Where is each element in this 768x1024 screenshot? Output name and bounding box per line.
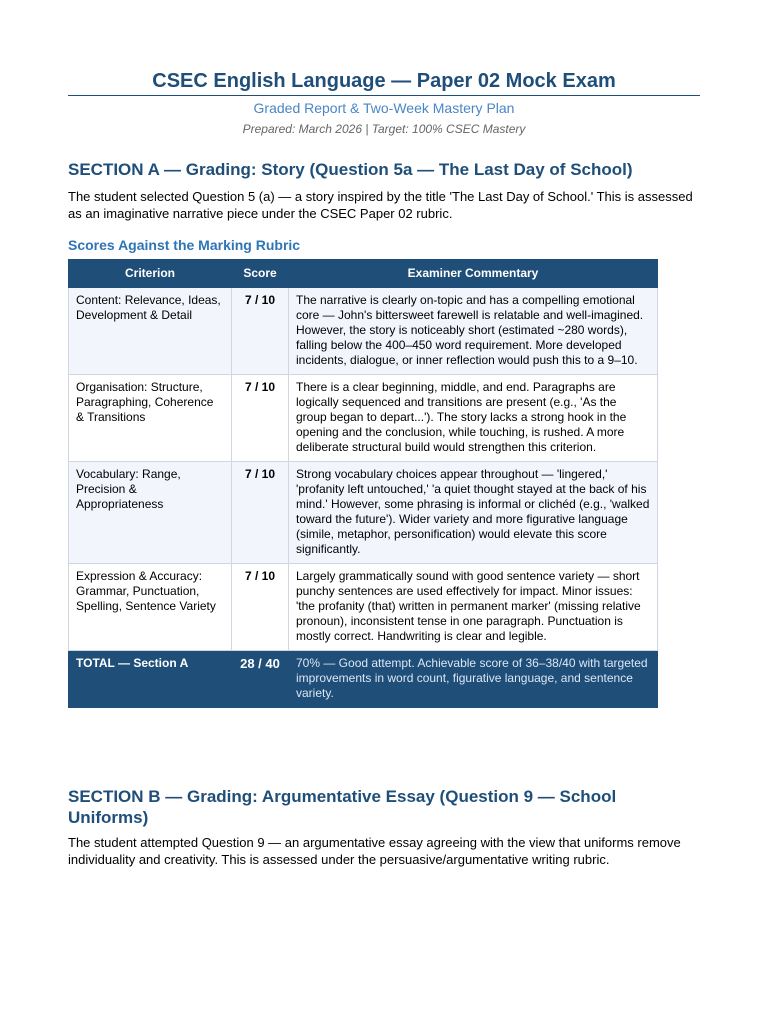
title-divider [68,95,700,96]
table-row [69,564,658,651]
section-b-intro: The student attempted Question 9 — an argumentative essay agreeing with the view that uniforms remove individuality and creativity. This is assessed under the persuasive/argumentative writing rubric. [68,835,681,867]
document-title: CSEC English Language — Paper 02 Mock Exam [152,70,616,92]
total-label: TOTAL — Section A [69,651,232,708]
column-header-score: Score [232,260,289,288]
document-subtitle: Graded Report & Two-Week Mastery Plan [253,100,515,116]
commentary-cell: Strong vocabulary choices appear throughout — 'lingered,' 'profanity left untouched,' 'a quiet thought stayed at the back of his mind.' However, some phrasing is informal or clichéd (e.g., 'walked toward the future'). Wider variety and more figurative language (simile, metaphor, personification) would elevate this score significantly. [289,462,658,564]
commentary-cell: There is a clear beginning, middle, and end. Paragraphs are logically sequenced and transitions are present (e.g., 'As the group began to depart...'). The story lacks a strong hook in the opening and the conclusion, while touching, is rushed. A more deliberate structural build would strengthen this criterion. [289,375,658,462]
rubric-table [68,259,658,708]
rubric-heading: Scores Against the Marking Rubric [68,237,301,253]
section-a-heading: SECTION A — Grading: Story (Question 5a — The Last Day of School) [68,160,633,179]
commentary-cell: Largely grammatically sound with good sentence variety — short punchy sentences are used effectively for impact. Minor issues: 'the profanity (that) written in permanent marker' (missing relative pronoun), inconsistent tense in one paragraph. Punctuation is mostly correct. Handwriting is clear and legible. [289,564,658,651]
criterion-cell: Organisation: Structure, Paragraphing, Coherence & Transitions [69,375,232,462]
table-row [69,288,658,375]
column-header-commentary: Examiner Commentary [289,260,658,288]
document-meta: Prepared: March 2026 | Target: 100% CSEC Mastery [242,122,526,136]
score-cell: 7 / 10 [232,375,289,462]
score-cell: 7 / 10 [232,288,289,375]
score-cell: 7 / 10 [232,462,289,564]
table-row [69,375,658,462]
total-commentary: 70% — Good attempt. Achievable score of 36–38/40 with targeted improvements in word count, figurative language, and sentence variety. [289,651,658,708]
section-a-intro: The student selected Question 5 (a) — a story inspired by the title 'The Last Day of School.' This is assessed as an imaginative narrative piece under the CSEC Paper 02 rubric. [68,189,693,221]
criterion-cell: Content: Relevance, Ideas, Development & Detail [69,288,232,375]
section-b-heading: SECTION B — Grading: Argumentative Essay (Question 9 — School Uniforms) [68,787,617,827]
column-header-criterion: Criterion [69,260,232,288]
score-cell: 7 / 10 [232,564,289,651]
total-score: 28 / 40 [232,651,289,708]
criterion-cell: Expression & Accuracy: Grammar, Punctuation, Spelling, Sentence Variety [69,564,232,651]
total-row [69,651,658,708]
rubric-header-row [69,260,658,288]
criterion-cell: Vocabulary: Range, Precision & Appropriateness [69,462,232,564]
commentary-cell: The narrative is clearly on-topic and has a compelling emotional core — John's bittersweet farewell is relatable and well-imagined. However, the story is noticeably short (estimated ~280 words), falling below the 400–450 word requirement. More developed incidents, dialogue, or inner reflection would push this to a 9–10. [289,288,658,375]
table-row [69,462,658,564]
